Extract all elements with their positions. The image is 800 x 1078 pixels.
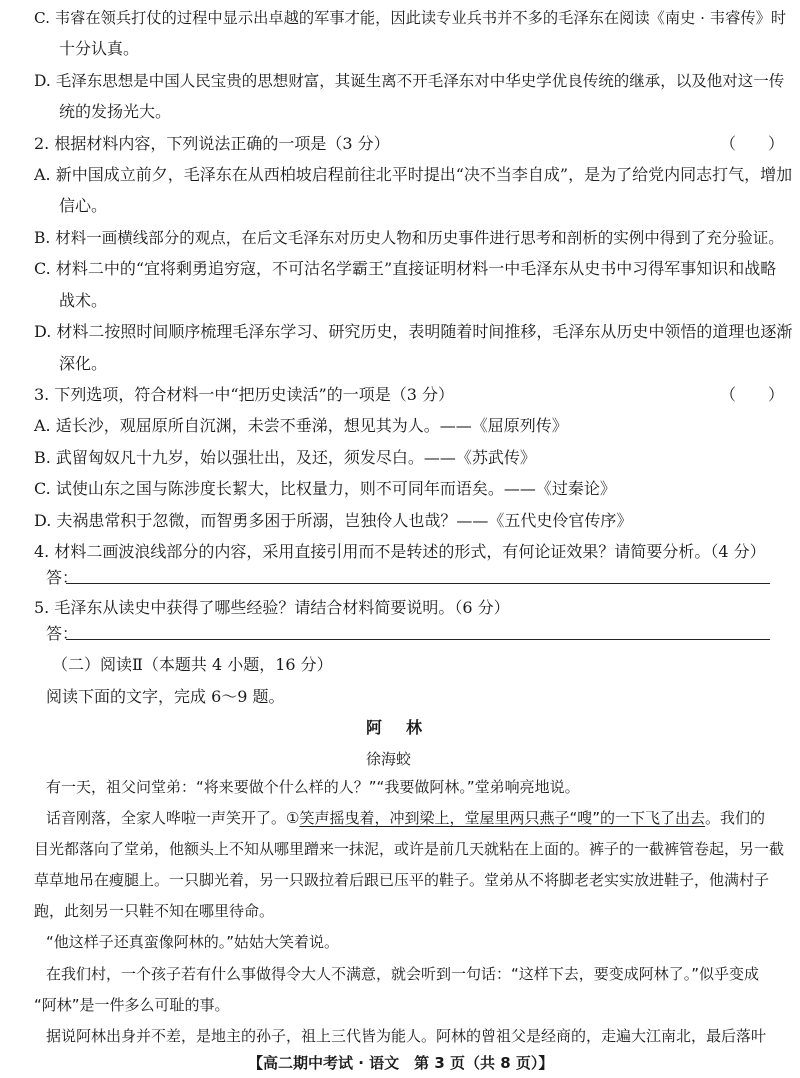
q3-option-a: A. 适长沙，观屈原所自沉渊，未尝不垂涕，想见其为人。——《屈原列传》 (34, 416, 568, 435)
story-paragraph-2-line1 (46, 807, 765, 829)
story-paragraph-2-line2: 目光都落向了堂弟，他额头上不知从哪里蹭来一抹泥，或许是前几天就粘在上面的。裤子的一截裤管卷起，另一截 (34, 840, 785, 858)
q4-answer-label: 答： (46, 568, 79, 587)
q2-option-d-line2: 深化。 (59, 354, 108, 373)
story-paragraph-2-line4: 跑，此刻另一只鞋不知在哪里待命。 (34, 902, 275, 920)
q3-option-d: D. 夫祸患常积于忽微，而智勇多困于所溺，岂独伶人也哉？——《五代史伶官传序》 (34, 511, 633, 530)
story-title: 阿 林 (366, 718, 427, 737)
story-paragraph-5-line1: 据说阿林出身并不差，是地主的孙子，祖上三代皆为能人。阿林的曾祖父是经商的，走遍大江南北，最后落叶 (46, 1027, 767, 1045)
q1-option-d-line2: 统的发扬光大。 (59, 102, 172, 121)
paragraph-2-lead: 话音刚落，全家人哗啦一声笑开了。① (46, 809, 300, 827)
paragraph-2-lead-end: 。我们的 (705, 809, 766, 827)
underlined-sentence-1: 笑声摇曳着，冲到梁上，堂屋里两只燕子“嗖”的一下飞了出去 (299, 809, 705, 827)
q2-option-a-line2: 信心。 (59, 196, 108, 215)
q2-option-c-line1: C. 材料二中的“宜将剩勇追穷寇，不可沽名学霸王”直接证明材料一中毛泽东从史书中习得军事知识和战略 (34, 259, 777, 278)
section-instruction: 阅读下面的文字，完成 6～9 题。 (46, 687, 285, 706)
q4-answer-line[interactable] (66, 583, 770, 584)
q3-answer-paren[interactable]: （ ） (720, 385, 785, 404)
q1-option-c-line2: 十分认真。 (59, 39, 140, 58)
q5-answer-label: 答： (46, 624, 79, 643)
story-paragraph-4-line2: “阿林”是一件多么可耻的事。 (34, 996, 230, 1014)
q4-stem: 4. 材料二画波浪线部分的内容，采用直接引用而不是转述的形式，有何论证效果？请简要分析。（4 分） (34, 542, 766, 561)
q5-stem: 5. 毛泽东从读史中获得了哪些经验？请结合材料简要说明。（6 分） (34, 598, 510, 617)
story-paragraph-3: “他这样子还真蛮像阿林的。”姑姑大笑着说。 (46, 933, 340, 951)
q3-option-c: C. 试使山东之国与陈涉度长絜大，比权量力，则不可同年而语矣。——《过秦论》 (34, 479, 616, 498)
q5-answer-line[interactable] (66, 639, 770, 640)
story-paragraph-4-line1: 在我们村，一个孩子若有什么事做得令大人不满意，就会听到一句话：“这样下去，要变成阿林了。”似乎变成 (46, 965, 760, 983)
page-footer: 【高二期中考试 · 语文 第 3 页（共 8 页）】 (248, 1054, 554, 1072)
section-heading: （二）阅读Ⅱ（本题共 4 小题，16 分） (52, 655, 333, 674)
q3-stem: 3. 下列选项，符合材料一中“把历史读活”的一项是（3 分） (34, 385, 454, 404)
q2-answer-paren[interactable]: （ ） (720, 134, 785, 153)
q3-option-b: B. 武留匈奴凡十九岁，始以强壮出，及还，须发尽白。——《苏武传》 (34, 448, 536, 467)
q2-option-d-line1: D. 材料二按照时间顺序梳理毛泽东学习、研究历史，表明随着时间推移，毛泽东从历史中领悟的道理也逐渐 (34, 322, 793, 341)
q2-option-b: B. 材料一画横线部分的观点，在后文毛泽东对历史人物和历史事件进行思考和剖析的实例中得到了充分验证。 (34, 229, 784, 247)
story-author: 徐海蛟 (366, 750, 412, 768)
q2-stem: 2. 根据材料内容，下列说法正确的一项是（3 分） (34, 134, 390, 153)
q1-option-c-line1: C. 韦睿在领兵打仗的过程中显示出卓越的军事才能，因此读专业兵书并不多的毛泽东在阅读《南史 · 韦睿传》时 (34, 9, 787, 27)
story-paragraph-1: 有一天，祖父问堂弟：“将来要做个什么样的人？”“我要做阿林。”堂弟响亮地说。 (46, 778, 580, 796)
story-paragraph-2-line3: 草草地吊在瘦腿上。一只脚光着，另一只趿拉着后跟已压平的鞋子。堂弟从不将脚老老实实放进鞋子，他满村子 (34, 871, 770, 889)
q2-option-a-line1: A. 新中国成立前夕，毛泽东在从西柏坡启程前往北平时提出“决不当李自成”，是为了给党内同志打气，增加 (34, 165, 793, 184)
q1-option-d-line1: D. 毛泽东思想是中国人民宝贵的思想财富，其诞生离不开毛泽东对中华史学优良传统的继承，以及他对这一传 (34, 72, 785, 90)
q2-option-c-line2: 战术。 (59, 291, 108, 310)
